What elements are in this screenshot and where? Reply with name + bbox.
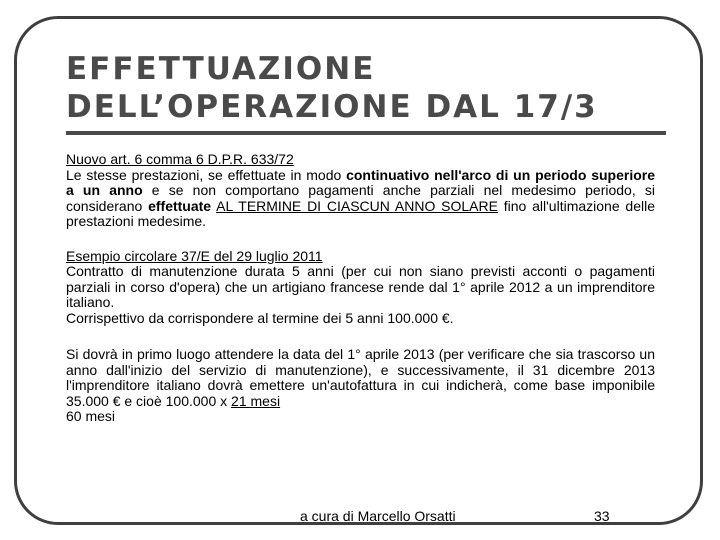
title-line-1: EFFETTUAZIONE [66, 51, 376, 87]
section3-text-part: Si dovrà in primo luogo attendere la data del 1° aprile 2013 (per verificare che sia trascorso un anno dall'inizio del servizio di manutenzione), e successivamente, il 31 dicembre 2013 l'imprenditore italiano dovrà emettere un'autofattura in cui indicherà, come base imponibile 35.000 € e cioè 100.000 x [66, 346, 655, 409]
section2-para2: Corrispettivo da corrispondere al termine dei 5 anni 100.000 €. [66, 309, 454, 326]
page-number: 33 [594, 508, 610, 524]
section1-text-part: fino all'ultimazione delle prestazioni medesime. [66, 197, 655, 229]
fraction-numerator: 21 mesi [231, 392, 281, 409]
title-divider [66, 131, 666, 135]
section2-para1: Contratto di manutenzione durata 5 anni (per cui non siano previsti acconti o pagamenti parziali in corso d'opera) che un artigiano francese rende dal 1° aprile 2012 a un imprenditore italiano. [66, 263, 655, 310]
section2-heading: Esempio circolare 37/E del 29 luglio 2011 [66, 247, 323, 264]
slide-body [66, 152, 655, 425]
footer-author: a cura di Marcello Orsatti [300, 508, 456, 524]
title-line-2: DELL’OPERAZIONE DAL 17/3 [66, 89, 598, 125]
section1-text [66, 168, 655, 230]
spacer [66, 230, 655, 249]
section1-bold-effettuate: effettuate [148, 197, 212, 214]
slide-title [66, 50, 598, 126]
section1-text-part: e se non comportano pagamenti anche parziali nel medesimo periodo, si considerano [66, 182, 655, 214]
spacer [66, 326, 655, 347]
section1-underlined-term: AL TERMINE DI CIASCUN ANNO SOLARE [216, 197, 498, 214]
section1-bold-period: continuativo nell'arco di un periodo superiore a un anno [66, 166, 655, 198]
section1-heading: Nuovo art. 6 comma 6 D.P.R. 633/72 [66, 151, 294, 167]
section3-text [66, 347, 655, 409]
fraction-denominator: 60 mesi [66, 408, 116, 424]
section1-text-part: Le stesse prestazioni, se effettuate in modo [66, 166, 347, 183]
